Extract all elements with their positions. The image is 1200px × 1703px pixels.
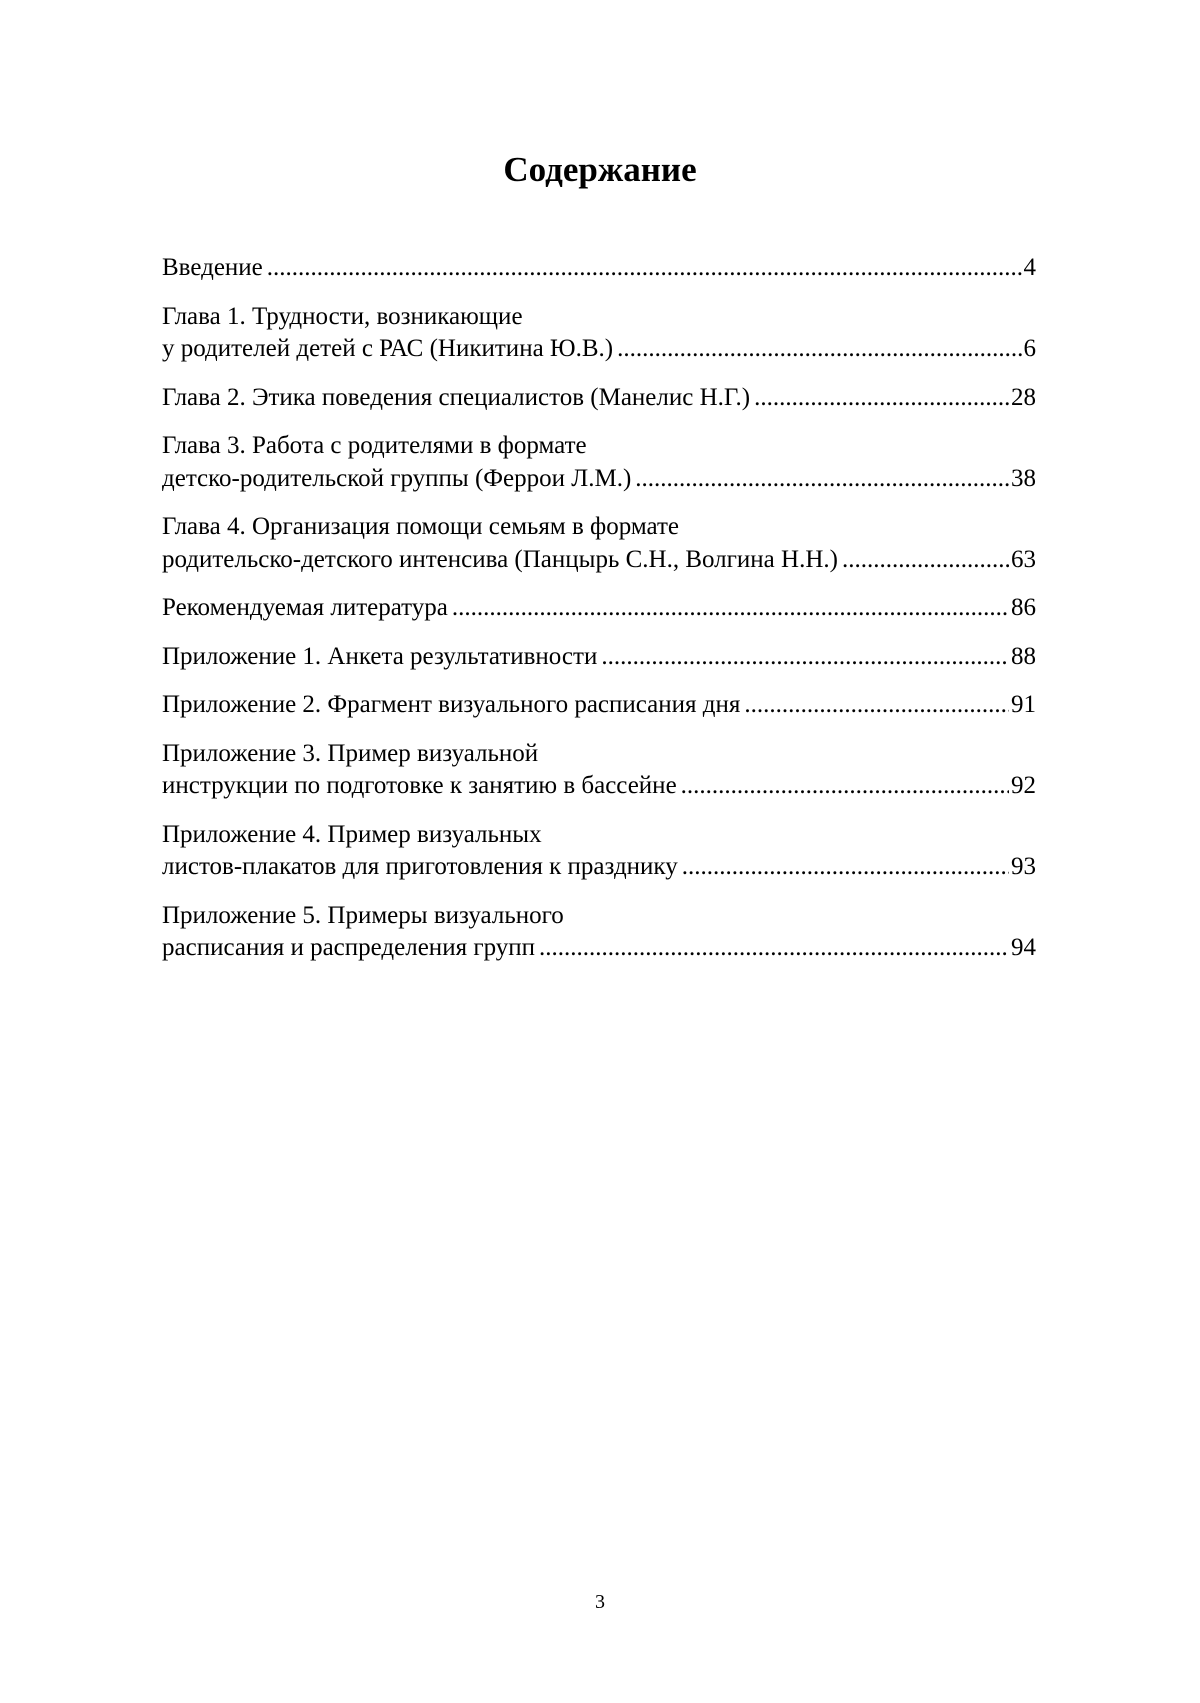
- toc-leader-dots: [267, 252, 1022, 285]
- toc-entry-title-line: Глава 4. Организация помощи семьям в формате: [162, 513, 679, 540]
- toc-entry-chapter-4[interactable]: [162, 511, 1036, 576]
- toc-entry-title: Приложение 1. Анкета результативности: [162, 642, 598, 670]
- toc-entry-line: [162, 592, 1036, 625]
- toc-entry-line: [162, 252, 1036, 285]
- toc-entry-title: Рекомендуемая литература: [162, 594, 448, 621]
- toc-leader-dots: [635, 463, 1009, 496]
- toc-entry-title-line: Приложение 3. Пример визуальной: [162, 739, 539, 767]
- toc-entry-title-line: Глава 1. Трудности, возникающие: [162, 302, 523, 330]
- toc-entry-chapter-2[interactable]: [162, 382, 1036, 415]
- table-of-contents: [162, 252, 1036, 981]
- toc-leader-dots: [754, 382, 1009, 415]
- toc-leader-dots: [744, 689, 1009, 722]
- toc-entry-introduction[interactable]: [162, 252, 1036, 285]
- toc-page-number: 91: [1011, 691, 1036, 718]
- toc-entry-line: [162, 382, 1036, 415]
- page-number: 3: [595, 1591, 605, 1613]
- toc-entry-title: листов-плакатов для приготовления к празднику: [162, 853, 678, 880]
- toc-entry-line: [162, 333, 1036, 366]
- toc-entry-title: расписания и распределения групп: [162, 934, 535, 961]
- toc-page-number: 94: [1011, 934, 1036, 961]
- toc-entry-line: [162, 544, 1036, 577]
- toc-entry-title: Глава 2. Этика поведения специалистов (Манелис Н.Г.): [162, 383, 751, 411]
- toc-entry-line: [162, 770, 1036, 803]
- page-title: Содержание: [503, 150, 697, 189]
- toc-page-number: 92: [1011, 772, 1036, 799]
- toc-entry-appendix-4[interactable]: [162, 819, 1036, 884]
- toc-entry-title: детско-родительской группы (Феррои Л.М.): [162, 464, 632, 492]
- toc-entry-chapter-3[interactable]: [162, 430, 1036, 495]
- toc-leader-dots: [682, 851, 1009, 884]
- toc-entry-title-line: Приложение 5. Примеры визуального: [162, 901, 564, 929]
- toc-entry-title: Приложение 2. Фрагмент визуального расписания дня: [162, 691, 741, 718]
- toc-entry-title-line: Приложение 4. Пример визуальных: [162, 820, 542, 848]
- toc-page-number: 63: [1011, 545, 1036, 573]
- toc-entry-title: у родителей детей с РАС (Никитина Ю.В.): [162, 335, 614, 362]
- toc-entry-title: Введение: [162, 254, 263, 281]
- toc-entry-title: родительско-детского интенсива (Панцырь С.Н., Волгина Н.Н.): [162, 545, 838, 573]
- toc-entry-chapter-1[interactable]: [162, 301, 1036, 366]
- toc-leader-dots: [842, 544, 1009, 577]
- toc-entry-appendix-1[interactable]: [162, 641, 1036, 674]
- toc-entry-line: [162, 689, 1036, 722]
- toc-leader-dots: [539, 932, 1009, 965]
- toc-entry-line: [162, 463, 1036, 496]
- toc-entry-line: [162, 851, 1036, 884]
- toc-page-number: 88: [1011, 642, 1036, 670]
- toc-page-number: 86: [1011, 594, 1036, 621]
- toc-entry-recommended-literature[interactable]: [162, 592, 1036, 625]
- toc-entry-title: инструкции по подготовке к занятию в бассейне: [162, 772, 677, 799]
- toc-entry-title-line: Глава 3. Работа с родителями в формате: [162, 432, 587, 459]
- toc-leader-dots: [452, 592, 1009, 625]
- toc-leader-dots: [601, 641, 1009, 674]
- toc-page-number: 38: [1011, 464, 1036, 492]
- toc-entry-appendix-5[interactable]: [162, 900, 1036, 965]
- toc-leader-dots: [681, 770, 1009, 803]
- toc-page-number: 93: [1011, 853, 1036, 880]
- toc-entry-line: [162, 641, 1036, 674]
- toc-entry-appendix-3[interactable]: [162, 738, 1036, 803]
- toc-page-number: 28: [1011, 383, 1036, 411]
- toc-entry-appendix-2[interactable]: [162, 689, 1036, 722]
- toc-page-number: 4: [1023, 254, 1036, 281]
- toc-entry-line: [162, 932, 1036, 965]
- toc-leader-dots: [617, 333, 1021, 366]
- toc-page-number: 6: [1023, 335, 1036, 362]
